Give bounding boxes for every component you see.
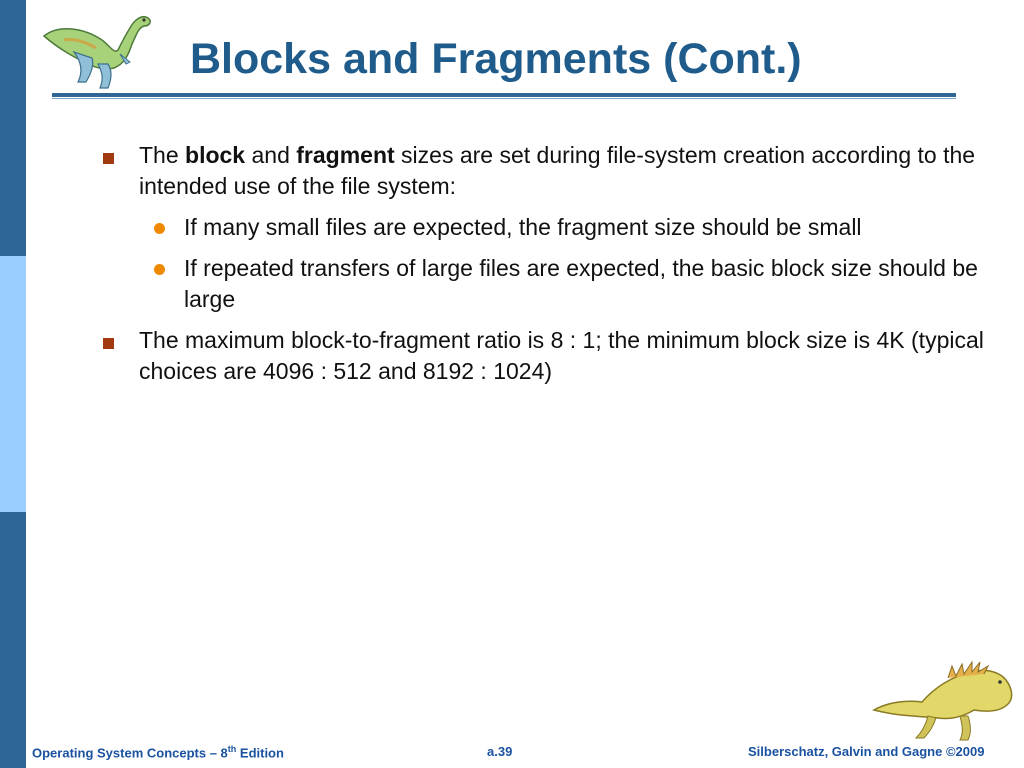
circle-bullet-icon (154, 223, 165, 234)
bold-term: block (185, 142, 246, 168)
bold-term: fragment (296, 142, 395, 168)
footer-book-title-sup: th (227, 744, 237, 754)
bullet-text: and (245, 142, 297, 168)
sidebar-band-bottom (0, 512, 26, 768)
bullet-list (100, 140, 1005, 397)
title-underline (52, 93, 956, 97)
circle-bullet-icon (154, 264, 165, 275)
square-bullet-icon (103, 153, 114, 164)
page-title: Blocks and Fragments (Cont.) (190, 35, 802, 83)
footer-book-title-text: Operating System Concepts – 8 (32, 745, 228, 761)
footer-copyright: Silberschatz, Galvin and Gagne ©2009 (748, 744, 985, 759)
sidebar-band-middle (0, 256, 26, 512)
dinosaur-icon (34, 6, 156, 94)
bullet-item (100, 325, 1005, 387)
footer-slide-number: a.39 (487, 744, 513, 759)
bullet-text: If many small files are expected, the fragment size should be small (184, 214, 862, 240)
sub-bullet-item (100, 253, 1005, 315)
sub-bullet-item (100, 212, 1005, 243)
bullet-text: The (139, 142, 186, 168)
bullet-text: If repeated transfers of large files are expected, the basic block size should be large (184, 255, 978, 312)
square-bullet-icon (103, 338, 114, 349)
dinosaur-icon (868, 658, 1018, 742)
bullet-text: sizes are set during file-system creation according to the intended use of the file system: (139, 142, 976, 199)
footer-book-title-suffix: Edition (236, 745, 284, 761)
bullet-text: The maximum block-to-fragment ratio is 8 : 1; the minimum block size is 4K (typical choices are 4096 : 512 and 8192 : 1024) (139, 327, 984, 384)
footer-book-title (32, 744, 284, 760)
bullet-item (100, 140, 1005, 202)
title-underline-thin (52, 98, 956, 99)
sidebar-band-top (0, 0, 26, 256)
